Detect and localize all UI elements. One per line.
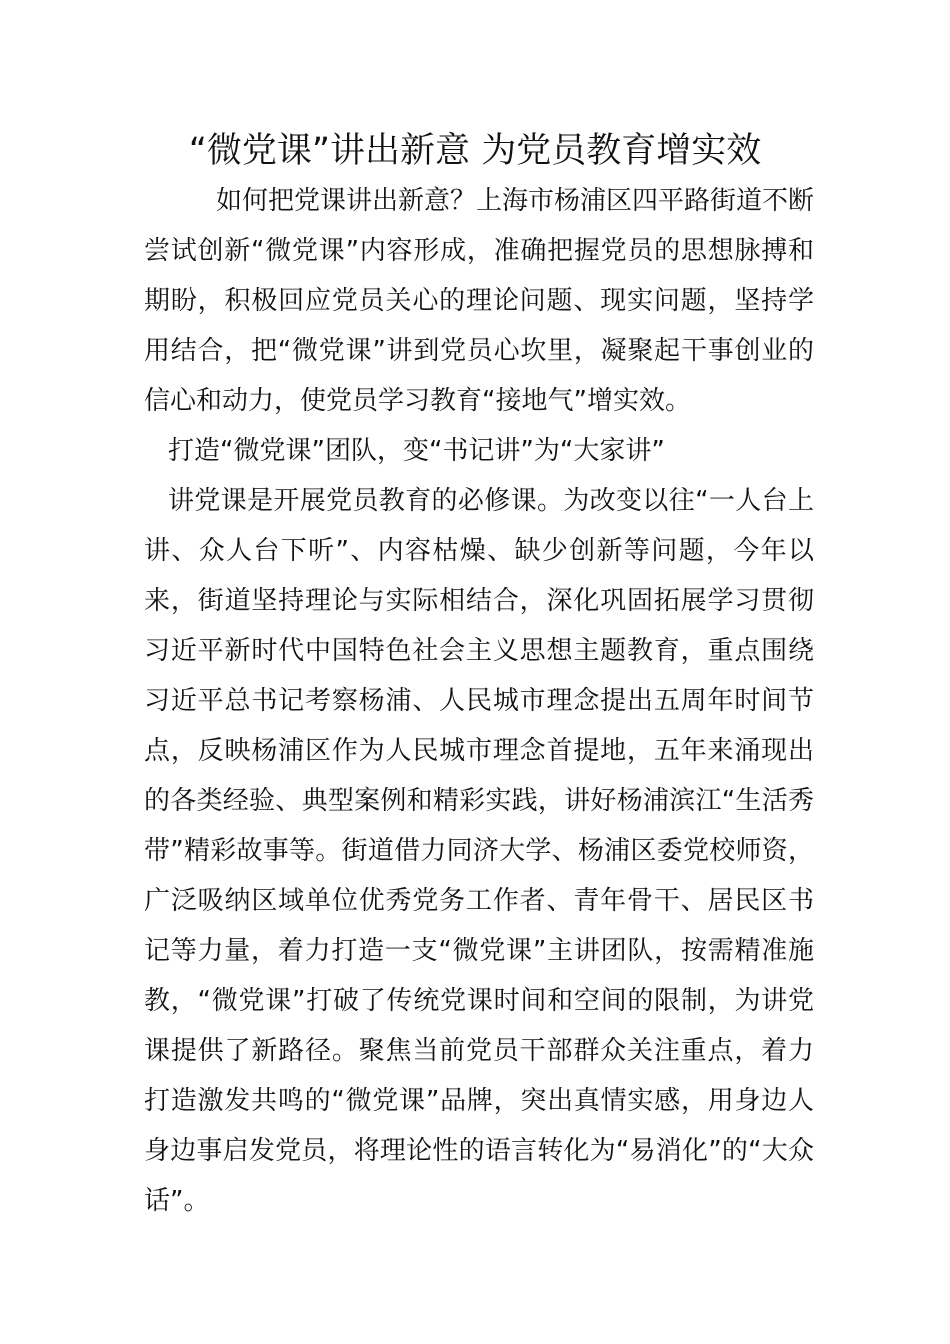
section-heading: 打造“微党课”团队，变“书记讲”为“大家讲” <box>168 436 665 466</box>
document-title: “微党课”讲出新意 为党员教育增实效 <box>188 131 762 171</box>
intro-paragraph: 如何把党课讲出新意？上海市杨浦区四平路街道不断尝试创新“微党课”内容形成，准确把握党员的思想脉搏和期盼，积极回应党员关心的理论问题、现实问题，坚持学用结合，把“微党课”讲到党员心坎里，凝聚起干事创业的信心和动力，使党员学习教育“接地气”增实效。 <box>144 186 814 416</box>
section-body-paragraph: 讲党课是开展党员教育的必修课。为改变以往“一人台上讲、众人台下听”、内容枯燥、缺少创新等问题，今年以来，街道坚持理论与实际相结合，深化巩固拓展学习贯彻习近平新时代中国特色社会主义思想主题教育，重点围绕习近平总书记考察杨浦、人民城市理念提出五周年时间节点，反映杨浦区作为人民城市理念首提地，五年来涌现出的各类经验、典型案例和精彩实践，讲好杨浦滨江“生活秀带”精彩故事等。街道借力同济大学、杨浦区委党校师资，广泛吸纳区域单位优秀党务工作者、青年骨干、居民区书记等力量，着力打造一支“微党课”主讲团队，按需精准施教，“微党课”打破了传统党课时间和空间的限制，为讲党课提供了新路径。聚焦当前党员干部群众关注重点，着力打造激发共鸣的“微党课”品牌，突出真情实感，用身边人身边事启发党员，将理论性的语言转化为“易消化”的“大众话”。 <box>144 486 814 1216</box>
